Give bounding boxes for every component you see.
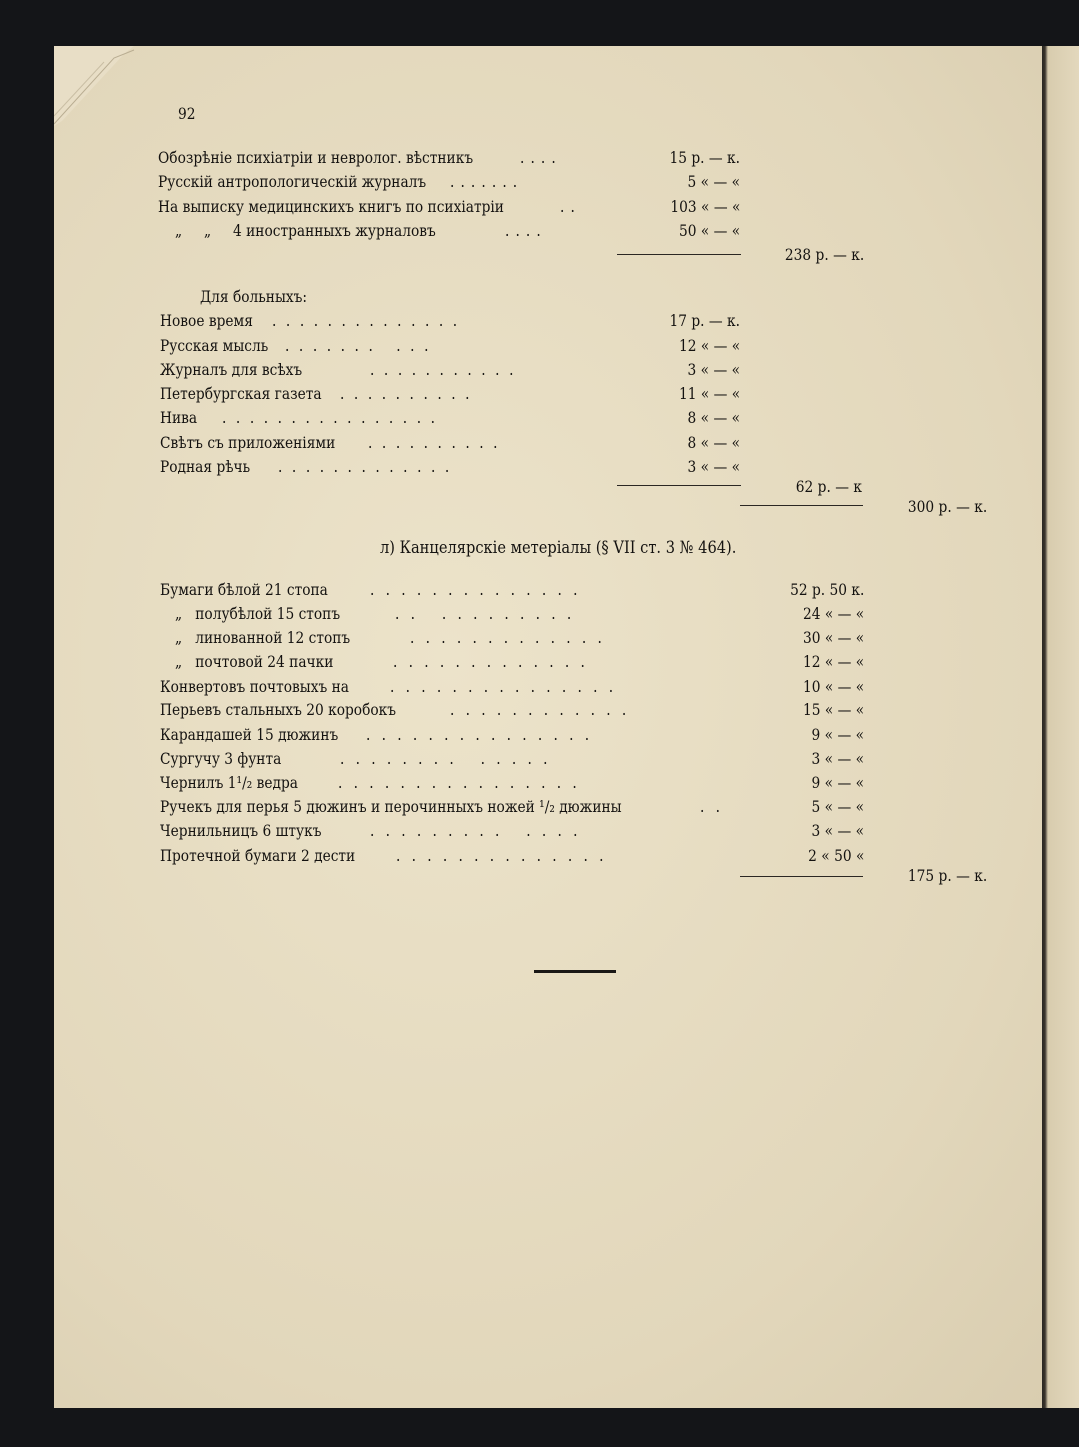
- item-amount: 11 « — «: [678, 384, 740, 403]
- leader-dots: . . . . . . .: [450, 172, 519, 191]
- item-amount: 52 р. 50 к.: [789, 580, 864, 599]
- leader-dots: . . . . . . . . . .: [285, 336, 432, 355]
- leader-dots: . . . . . . . . . . . . . .: [396, 846, 607, 865]
- item-amount: 12 « — «: [678, 336, 740, 355]
- item-label: Новое время: [160, 311, 253, 330]
- leader-dots: . . . . . . . . . . .: [370, 360, 517, 379]
- item-amount: 50 « — «: [678, 221, 740, 240]
- facing-page-edge: [1042, 46, 1079, 1408]
- total-amount: 300 р. — к.: [907, 497, 987, 516]
- end-rule: [534, 970, 616, 973]
- item-label: Нива: [160, 408, 198, 427]
- item-label: „ „ 4 иностранныхъ журналовъ: [175, 221, 436, 240]
- item-amount: 5 « — «: [687, 172, 740, 191]
- item-amount: 15 « — «: [802, 700, 864, 719]
- subtotal-rule: [617, 254, 741, 255]
- total-rule: [740, 876, 863, 877]
- leader-dots: . . . . . . . . . . . . . . .: [390, 677, 617, 696]
- leader-dots: . . . . . . . . . . . . . . . .: [222, 408, 438, 427]
- leader-dots: . . . . . . . . . . . . . . . .: [338, 773, 581, 792]
- item-amount: 8 « — «: [687, 408, 740, 427]
- subtotal-amount: 62 р. — к: [795, 477, 862, 496]
- item-label: Сургучу 3 фунта: [160, 749, 282, 768]
- leader-dots: . .: [700, 797, 724, 816]
- item-amount: 17 р. — к.: [669, 311, 740, 330]
- section-heading: л) Канцелярскіе метеріалы (§ VII ст. 3 № 464).: [380, 538, 737, 558]
- item-label: Конвертовъ почтовыхъ на: [160, 677, 349, 696]
- item-amount: 9 « — «: [811, 773, 864, 792]
- item-label: Русскій антропологическій журналъ: [158, 172, 427, 191]
- leader-dots: . . . . . . . . . . . . .: [278, 457, 452, 476]
- folded-corner: [54, 46, 149, 126]
- leader-dots: . . . . . . . . . . . . . .: [272, 311, 460, 330]
- item-label: Свѣтъ съ приложеніями: [160, 433, 336, 452]
- item-amount: 10 « — «: [802, 677, 864, 696]
- item-amount: 9 « — «: [811, 725, 864, 744]
- item-amount: 3 « — «: [811, 821, 864, 840]
- item-amount: 12 « — «: [802, 652, 864, 671]
- item-amount: 3 « — «: [811, 749, 864, 768]
- item-label: Бумаги бѣлой 21 стопа: [160, 580, 328, 599]
- item-label: Русская мысль: [160, 336, 269, 355]
- item-label: „ полубѣлой 15 стопъ: [175, 604, 341, 623]
- page-number: 92: [178, 104, 196, 123]
- item-label: Карандашей 15 дюжинъ: [160, 725, 339, 744]
- section-heading: Для больныхъ:: [200, 287, 308, 306]
- total-amount: 175 р. — к.: [907, 866, 987, 885]
- total-rule: [740, 505, 863, 506]
- leader-dots: . . . . . . . . . . . .: [450, 700, 630, 719]
- item-label: Ручекъ для перья 5 дюжинъ и перочинныхъ ножей ¹/₂ дюжины: [160, 797, 622, 816]
- leader-dots: . . . . . . . . . . . . . .: [370, 580, 581, 599]
- item-label: „ почтовой 24 пачки: [175, 652, 334, 671]
- leader-dots: . . . . . . . . . . . . .: [410, 628, 606, 647]
- item-label: На выписку медицинскихъ книгъ по психіатріи: [158, 197, 504, 216]
- subtotal-rule: [617, 485, 741, 486]
- leader-dots: . . . . . . . . . . . . .: [393, 652, 589, 671]
- leader-dots: . .: [560, 197, 576, 216]
- leader-dots: . . . . . . . . . . . . .: [370, 821, 581, 840]
- leader-dots: . . . . . . . . . .: [340, 384, 473, 403]
- item-label: Протечной бумаги 2 дести: [160, 846, 356, 865]
- item-amount: 24 « — «: [802, 604, 864, 623]
- item-label: Чернильницъ 6 штукъ: [160, 821, 322, 840]
- item-amount: 15 р. — к.: [669, 148, 740, 167]
- item-amount: 3 « — «: [687, 360, 740, 379]
- item-amount: 5 « — «: [811, 797, 864, 816]
- item-label: Журналъ для всѣхъ: [160, 360, 303, 379]
- subtotal-amount: 238 р. — к.: [784, 245, 864, 264]
- item-amount: 2 « 50 «: [807, 846, 864, 865]
- item-amount: 103 « — «: [670, 197, 740, 216]
- leader-dots: . . . .: [520, 148, 557, 167]
- leader-dots: . . . . . . . . . . . . .: [340, 749, 551, 768]
- item-label: Чернилъ 1¹/₂ ведра: [160, 773, 298, 792]
- leader-dots: . . . .: [505, 221, 542, 240]
- leader-dots: . . . . . . . . . . .: [395, 604, 575, 623]
- item-label: „ линованной 12 стопъ: [175, 628, 351, 647]
- leader-dots: . . . . . . . . . .: [368, 433, 501, 452]
- item-label: Перьевъ стальныхъ 20 коробокъ: [160, 700, 397, 719]
- item-amount: 30 « — «: [802, 628, 864, 647]
- leader-dots: . . . . . . . . . . . . . . .: [366, 725, 593, 744]
- item-amount: 3 « — «: [687, 457, 740, 476]
- item-amount: 8 « — «: [687, 433, 740, 452]
- item-label: Петербургская газета: [160, 384, 322, 403]
- item-label: Обозрѣніе психіатріи и невролог. вѣстникъ: [158, 148, 474, 167]
- item-label: Родная рѣчь: [160, 457, 251, 476]
